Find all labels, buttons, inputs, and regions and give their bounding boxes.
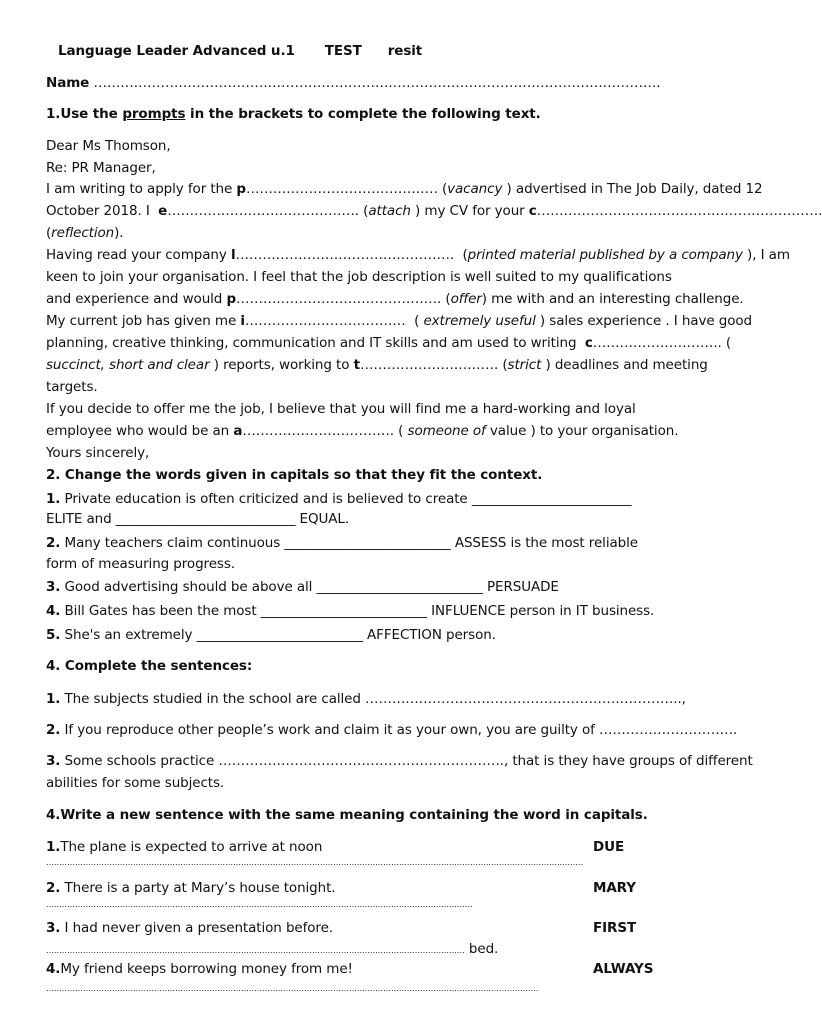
title-course: Language Leader Advanced u.1 [58, 43, 295, 59]
question-text: She's an extremely _________________________ AFFECTION person. [60, 627, 496, 643]
section2-question-cont: ELITE and ___________________________ EQUAL. [46, 511, 350, 527]
answer-dots-fill: …………………………………………………………………………………………………………………………………………… [46, 946, 465, 955]
name-line [46, 73, 660, 93]
question-number: 4. [46, 603, 61, 619]
section3-question-cont: abilities for some subjects. [46, 775, 225, 791]
letter-text: ( [46, 225, 52, 241]
question-text: My friend keeps borrowing money from me! [60, 961, 353, 977]
question-number: 2. [46, 880, 61, 896]
question-text: If you reproduce other people’s work and claim it as your own, you are guilty of …………………………. [60, 722, 738, 738]
answer-dots: ……………………………………………………………………………………………………………………………………………… [46, 900, 473, 909]
prompt-word: someone of [407, 423, 486, 439]
section3-heading: 4. Complete the sentences: [46, 658, 253, 674]
section4-question [46, 837, 322, 857]
question-number: 4. [46, 961, 61, 977]
name-label: Name [46, 75, 90, 91]
letter-line: If you decide to offer me the job, I believe that you will find me a hard-working and loyal [46, 401, 636, 417]
letter-text: value ) to your organisation. [485, 423, 679, 439]
prompt-word: strict [507, 357, 542, 373]
question-number: 3. [46, 579, 61, 595]
question-number: 5. [46, 627, 61, 643]
gap-letter: e [158, 203, 168, 219]
section3-question [46, 751, 753, 771]
gap-letter: c [528, 203, 537, 219]
question-number: 2. [46, 722, 61, 738]
section4-question [46, 959, 353, 979]
letter-line [46, 179, 762, 199]
question-number: 3. [46, 920, 61, 936]
letter-line [46, 223, 123, 243]
gap-dots: …………………………………………. ( [235, 247, 468, 263]
letter-greeting: Dear Ms Thomson, [46, 138, 171, 154]
section1-heading [46, 104, 541, 124]
prompt-word: vacancy [447, 181, 503, 197]
section3-question [46, 720, 737, 740]
section1-heading-pre: Use the [60, 106, 123, 122]
gap-dots: ……………………………………. ( [245, 181, 448, 197]
section2-number: 2. [46, 467, 61, 483]
gap-letter: t [353, 357, 360, 373]
section1-number: 1. [46, 106, 61, 122]
letter-line [46, 421, 678, 441]
question-number: 1. [46, 839, 61, 855]
letter-line [46, 201, 822, 221]
section4-question [46, 878, 336, 898]
section4-question [46, 918, 333, 938]
question-text: Private education is often criticized and is believed to create ________________________ [60, 491, 632, 507]
gap-dots: ……………………………. ( [242, 423, 408, 439]
answer-dots [46, 939, 606, 961]
worksheet-title [58, 41, 422, 61]
prompt-word: succinct, short and clear [46, 357, 210, 373]
question-text: The subjects studied in the school are called …………………………………………………………….., [60, 691, 686, 707]
section2-heading [46, 465, 542, 485]
question-number: 2. [46, 535, 61, 551]
section1-heading-post: in the brackets to complete the following text. [185, 106, 541, 122]
letter-line [46, 245, 790, 265]
letter-line [46, 333, 731, 353]
letter-text: ) reports, working to [209, 357, 354, 373]
letter-text: ), I am [742, 247, 790, 263]
letter-text: Having read your company [46, 247, 231, 263]
section2-question [46, 489, 631, 509]
gap-letter: l [230, 247, 236, 263]
question-text: I had never given a presentation before. [60, 920, 333, 936]
letter-text: ) me with and an interesting challenge. [481, 291, 744, 307]
section2-question [46, 533, 638, 553]
letter-text: I am writing to apply for the [46, 181, 237, 197]
section2-question [46, 577, 559, 597]
prompt-word: attach [368, 203, 411, 219]
capital-keyword: FIRST [593, 920, 637, 936]
letter-text: ) sales experience . I have good [535, 313, 753, 329]
letter-text: My current job has given me [46, 313, 241, 329]
letter-text: ). [114, 225, 124, 241]
question-text: Many teachers claim continuous _________________________ ASSESS is the most reliable [60, 535, 638, 551]
gap-dots: ……………………….. ( [592, 335, 732, 351]
section3-question [46, 689, 686, 709]
prompt-word: extremely useful [423, 313, 536, 329]
letter-text: ) advertised in The Job Daily, dated 12 [502, 181, 763, 197]
question-text: Bill Gates has been the most _________________________ INFLUENCE person in IT business. [60, 603, 655, 619]
title-resit: resit [387, 43, 423, 59]
section2-question-cont: form of measuring progress. [46, 556, 235, 572]
gap-letter: c [584, 335, 593, 351]
letter-closing: Yours sincerely, [46, 445, 150, 461]
question-text: The plane is expected to arrive at noon [60, 839, 323, 855]
question-text: There is a party at Mary’s house tonight. [60, 880, 336, 896]
gap-letter: i [240, 313, 245, 329]
gap-dots: ……………………………………. ( [167, 203, 369, 219]
capital-keyword: MARY [593, 880, 636, 896]
answer-suffix: bed. [464, 941, 499, 957]
question-text: Good advertising should be above all _________________________ PERSUADE [60, 579, 559, 595]
question-number: 1. [46, 691, 61, 707]
gap-dots: ………………………………………. ( [236, 291, 451, 307]
gap-dots: ………………………………………………………. [536, 203, 822, 219]
prompt-word: offer [450, 291, 482, 307]
gap-letter: p [236, 181, 246, 197]
question-number: 3. [46, 753, 61, 769]
gap-dots: …………………………. ( [359, 357, 508, 373]
gap-dots: ……………………………… ( [244, 313, 424, 329]
prompt-word: reflection [51, 225, 115, 241]
answer-dots-text [46, 941, 499, 957]
letter-text: October 2018. I [46, 203, 159, 219]
answer-dots: ……………………………………………………………………………………………………………………………………………………………………. [46, 984, 539, 993]
section2-question [46, 625, 496, 645]
section1-heading-underlined: prompts [122, 106, 186, 122]
letter-line [46, 311, 752, 331]
gap-letter: p [226, 291, 237, 307]
section2-heading-text: Change the words given in capitals so that they fit the context. [60, 467, 543, 483]
capital-keyword: DUE [593, 839, 625, 855]
name-dots: ………………………………………………………………………………………………………………. [93, 75, 661, 91]
title-test: TEST [324, 43, 362, 59]
letter-line: keen to join your organisation. I feel that the job description is well suited to my qualifications [46, 269, 672, 285]
letter-line: targets. [46, 379, 98, 395]
question-number: 1. [46, 491, 61, 507]
letter-text: and experience and would [46, 291, 227, 307]
letter-re-line: Re: PR Manager, [46, 160, 156, 176]
answer-dots: …………………………………………………………………………………………………………………………………………………………………………………… [46, 858, 584, 867]
letter-text: ) my CV for your [410, 203, 529, 219]
letter-line [46, 289, 744, 309]
letter-text: employee who would be an [46, 423, 234, 439]
prompt-word: printed material published by a company [467, 247, 743, 263]
section4-heading: 4.Write a new sentence with the same meaning containing the word in capitals. [46, 807, 648, 823]
letter-text: ) deadlines and meeting [541, 357, 708, 373]
gap-letter: a [233, 423, 243, 439]
letter-line [46, 355, 708, 375]
letter-text: planning, creative thinking, communication and IT skills and am used to writing [46, 335, 585, 351]
question-text: Some schools practice ………………………………………………………., that is they have groups of different [60, 753, 753, 769]
capital-keyword: ALWAYS [593, 961, 654, 977]
section2-question [46, 601, 654, 621]
